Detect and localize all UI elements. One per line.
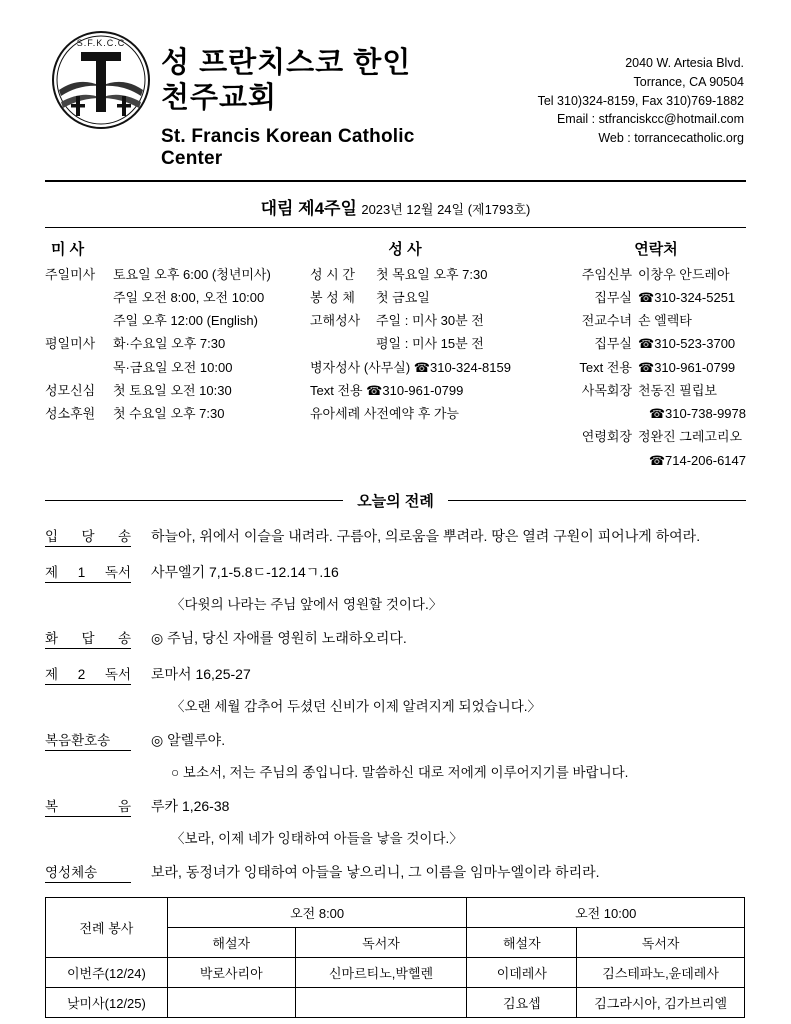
sacrament-row-value: 유아세례 사전예약 후 가능	[310, 406, 459, 422]
mass-row-label: 성모신심	[45, 382, 96, 398]
sacrament-row-label	[310, 336, 376, 352]
mass-row	[45, 383, 310, 399]
table-cell: 이데레사	[467, 957, 577, 987]
table-group-header-8am: 오전 8:00	[167, 897, 467, 927]
sacraments-column	[310, 238, 560, 476]
contact-row-label: Text 전용	[579, 359, 632, 375]
table-row	[46, 957, 745, 987]
liturgy-item	[45, 525, 746, 547]
header-divider	[45, 180, 746, 182]
contact-row	[560, 406, 746, 422]
liturgy-item-text: 루카 1,26-38	[151, 797, 230, 814]
table-cell	[295, 987, 467, 1017]
mass-row-label	[45, 290, 113, 306]
liturgy-item-label: 입 당 송	[45, 525, 131, 547]
document-header	[45, 0, 746, 170]
liturgy-item-label: 화 답 송	[45, 627, 131, 649]
contact-row-value: ☎714-206-6147	[648, 452, 746, 468]
address-street: 2040 W. Artesia Blvd.	[625, 56, 744, 70]
table-cell: 박로사리아	[167, 957, 295, 987]
contact-row-value: 이창우 안드레아	[638, 266, 730, 282]
title-english: St. Francis Korean Catholic Center	[161, 125, 415, 169]
sacrament-row	[310, 383, 560, 399]
mass-row-value: 첫 수요일 오후 7:30	[113, 406, 225, 422]
contact-row-value: ☎310-961-0799	[638, 359, 736, 375]
sacrament-row-label: 성 시 간	[310, 266, 355, 282]
contact-row-label: 사목회장	[581, 382, 632, 398]
mass-row-label	[45, 313, 113, 329]
contact-row-label: 주임신부	[581, 266, 632, 282]
mass-row	[45, 360, 310, 376]
liturgy-item-subtitle: ○ 보소서, 저는 주님의 종입니다. 말씀하신 대로 저에게 이루어지기를 바랍니다.	[171, 764, 629, 780]
liturgy-item-text: ◎ 알렐루야.	[151, 731, 226, 748]
sacrament-row-label: 고해성사	[310, 313, 361, 329]
table-cell: 김그라시아, 김가브리엘	[577, 987, 745, 1017]
table-cell: 김요셉	[467, 987, 577, 1017]
table-cell: 김스테파노,윤데레사	[577, 957, 745, 987]
mass-heading: 미 사	[51, 240, 85, 258]
liturgy-item-label: 복음환호송	[45, 729, 131, 751]
contact-row-label: 전교수녀	[581, 313, 632, 329]
section-rule-right	[448, 500, 746, 501]
liturgy-list	[45, 525, 746, 883]
table-corner-label: 전례 봉사	[46, 897, 168, 957]
address-web: Web : torrancecatholic.org	[598, 131, 744, 145]
liturgy-section-header	[45, 490, 746, 511]
sacrament-row	[310, 336, 560, 352]
sacrament-row	[310, 313, 560, 329]
sacrament-row-label: 봉 성 체	[310, 289, 355, 305]
liturgy-item-label: 영성체송	[45, 861, 131, 883]
liturgy-item	[45, 663, 746, 685]
mass-row	[45, 267, 310, 283]
contact-row	[560, 383, 746, 399]
table-header-row	[46, 897, 745, 927]
mass-row	[45, 290, 310, 306]
liturgy-item	[45, 795, 746, 817]
liturgy-item-subtitle: 〈보라, 이제 네가 잉태하여 아들을 낳을 것이다.〉	[171, 830, 463, 846]
table-subheader-commentator-8am: 해설자	[167, 927, 295, 957]
contact-row	[560, 313, 746, 329]
contact-row-label: 집무실	[594, 336, 632, 352]
table-subheader-commentator-10am: 해설자	[467, 927, 577, 957]
sunday-divider	[45, 227, 746, 228]
sacrament-row-value: 첫 목요일 오후 7:30	[376, 266, 488, 282]
table-group-header-10am: 오전 10:00	[467, 897, 745, 927]
mass-row-value: 화·수요일 오후 7:30	[113, 336, 226, 352]
liturgy-item-subtitle: 〈오랜 세월 감추어 두셨던 신비가 이제 알려지게 되었습니다.〉	[171, 698, 541, 714]
sunday-title: 대림 제4주일	[260, 198, 357, 218]
mass-row-value: 주일 오전 8:00, 오전 10:00	[113, 289, 265, 305]
liturgy-item	[45, 861, 746, 883]
liturgy-item-label: 복 음	[45, 795, 131, 817]
contact-row	[560, 429, 746, 445]
sacrament-row	[310, 406, 560, 422]
liturgy-section-title: 오늘의 전례	[357, 492, 434, 510]
address-phone: Tel 310)324-8159, Fax 310)769-1882	[537, 93, 744, 108]
mass-row-label: 성소후원	[45, 406, 96, 422]
svg-text:S.F.K.C.C: S.F.K.C.C	[76, 38, 126, 48]
cross-emblem-icon	[45, 28, 157, 138]
mass-row	[45, 406, 310, 422]
table-cell: 신마르티노,박헬렌	[295, 957, 467, 987]
info-columns	[45, 238, 746, 476]
contact-row-value: ☎310-523-3700	[638, 336, 736, 352]
contact-row-label: 연령회장	[581, 429, 632, 445]
table-subheader-lector-8am: 독서자	[295, 927, 467, 957]
table-row-label: 낮미사(12/25)	[46, 987, 168, 1017]
liturgy-item-text: ◎ 주님, 당신 자애를 영원히 노래하오리다.	[151, 629, 407, 646]
address-city: Torrance, CA 90504	[633, 74, 744, 89]
contacts-column	[560, 238, 746, 476]
table-subheader-lector-10am: 독서자	[577, 927, 745, 957]
mass-row-label: 주일미사	[45, 266, 96, 282]
sacrament-row	[310, 360, 560, 376]
service-assignment-table	[45, 897, 745, 1018]
sacrament-row-value: 첫 금요일	[376, 289, 430, 305]
liturgy-item	[45, 561, 746, 583]
sacrament-row-value: 평일 : 미사 15분 전	[376, 336, 484, 352]
table-row	[46, 987, 745, 1017]
liturgy-item-text: 사무엘기 7,1-5.8ㄷ-12.14ㄱ.16	[151, 563, 339, 580]
sunday-date: 2023년 12월 24일 (제1793호)	[361, 201, 531, 217]
liturgy-item-label: 제 2 독서	[45, 663, 131, 685]
mass-row-label: 평일미사	[45, 336, 96, 352]
mass-row	[45, 313, 310, 329]
sacraments-heading: 성 사	[388, 240, 422, 258]
contacts-heading: 연락처	[634, 240, 678, 258]
liturgy-item-text: 하늘아, 위에서 이슬을 내려라. 구름아, 의로움을 뿌려라. 땅은 열려 구원이 피어나게 하여라.	[151, 527, 701, 544]
contact-row	[560, 267, 746, 283]
liturgy-item	[45, 627, 746, 649]
address-email: Email : stfranciskcc@hotmail.com	[556, 112, 744, 127]
sacrament-row-value: Text 전용 ☎310-961-0799	[310, 382, 464, 398]
mass-row-label	[45, 360, 113, 376]
liturgy-item-text: 로마서 16,25-27	[151, 665, 251, 682]
contact-row-value: ☎310-738-9978	[648, 406, 746, 422]
liturgy-item-label: 제 1 독서	[45, 561, 131, 583]
mass-row	[45, 336, 310, 352]
mass-row-value: 토요일 오후 6:00 (청년미사)	[113, 266, 271, 282]
parish-logo	[45, 28, 157, 138]
contact-row-value: 천동진 필립보	[638, 382, 717, 398]
contact-address-block	[446, 28, 746, 148]
contact-row	[560, 336, 746, 352]
sacrament-row-value: 병자성사 (사무실) ☎310-324-8159	[310, 359, 511, 375]
sacrament-row	[310, 290, 560, 306]
title-korean: 성 프란치스코 한인 천주교회	[161, 47, 412, 114]
liturgy-item-subtitle: 〈다윗의 나라는 주님 앞에서 영원할 것이다.〉	[171, 596, 443, 612]
mass-schedule-column	[45, 238, 310, 476]
liturgy-item-text: 보라, 동정녀가 잉태하여 아들을 낳으리니, 그 이름을 임마누엘이라 하리라.	[151, 863, 600, 880]
parish-titles	[157, 28, 446, 170]
contact-row-value: 정완진 그레고리오	[638, 429, 743, 445]
mass-row-value: 첫 토요일 오전 10:30	[113, 382, 232, 398]
table-row-label: 이번주(12/24)	[46, 957, 168, 987]
liturgy-item	[45, 729, 746, 751]
contact-row	[560, 453, 746, 469]
sunday-title-bar	[45, 194, 746, 219]
table-cell	[167, 987, 295, 1017]
contact-row-value: 손 엘렉타	[638, 313, 692, 329]
sacrament-row-value: 주일 : 미사 30분 전	[376, 313, 484, 329]
contact-row-value: ☎310-324-5251	[638, 289, 736, 305]
mass-row-value: 주일 오후 12:00 (English)	[113, 313, 258, 329]
contact-row	[560, 290, 746, 306]
contact-row-label: 집무실	[594, 289, 632, 305]
section-rule-left	[45, 500, 343, 501]
sacrament-row	[310, 267, 560, 283]
contact-row	[560, 360, 746, 376]
mass-row-value: 목·금요일 오전 10:00	[113, 359, 233, 375]
